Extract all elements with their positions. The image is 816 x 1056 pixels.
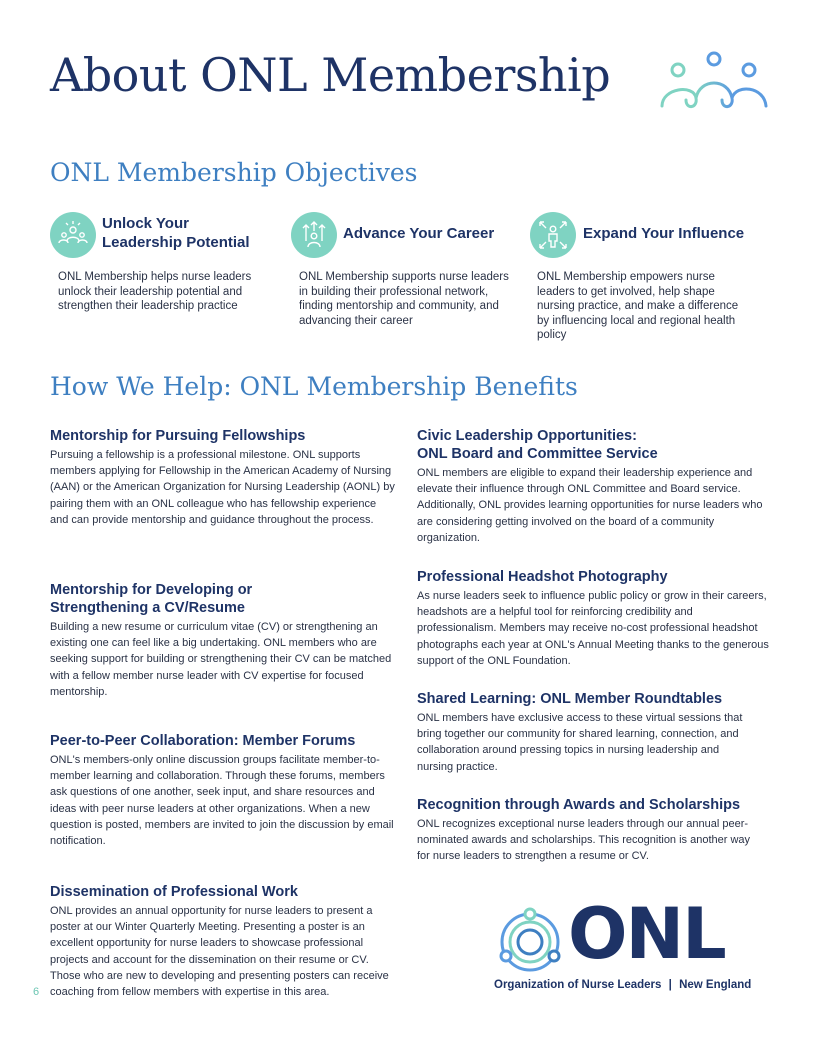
- objective-text: ONL Membership empowers nurse leaders to get involved, help shape nursing practice, and make a difference by influencing local and regional health policy: [537, 271, 739, 341]
- benefit-title: Recognition through Awards and Scholarships: [417, 797, 741, 813]
- benefit-block: [50, 581, 395, 700]
- people-group-icon: [656, 50, 772, 112]
- objectives-heading: ONL Membership Objectives: [50, 158, 418, 187]
- benefit-text: As nurse leaders seek to influence public policy or grow in their careers, headshots are a helpful tool for reinforcing credibility and professionalism. Members may receive no-cost professional headshot photographs each year at ONL's Annual Meeting thanks to the generous support of the ONL Foundation.: [417, 590, 769, 667]
- objective-icon-circle: [291, 212, 337, 258]
- page-number: 6: [33, 986, 40, 998]
- benefit-text: ONL members have exclusive access to these virtual sessions that bring together our community for shared learning, connection, and collaboration around pressing topics in nursing leadership and nursing practice.: [417, 712, 743, 773]
- benefit-text: ONL recognizes exceptional nurse leaders through our annual peer-nominated awards and scholarships. This recognition is another way for nurse leaders to strengthen a resume or CV.: [417, 818, 751, 863]
- benefit-block: [417, 796, 769, 865]
- benefit-text: ONL's members-only online discussion groups facilitate member-to-member learning and collaboration. Through these forums, members ask questions of one another, seek input, and share resources and ideas with peer nurse leaders at other organizations. When a new question is posted, members are invited to join the discussion by email notification.: [50, 754, 394, 848]
- benefit-title: Mentorship for Pursuing Fellowships: [50, 428, 306, 444]
- org-region: New England: [679, 979, 752, 991]
- page-title: About ONL Membership: [50, 48, 611, 102]
- benefit-text: ONL members are eligible to expand their leadership experience and elevate their influence through ONL Committee and Board service. Additionally, ONL provides learning opportunities for nurse leaders who are considering getting involved on the board of a community organization.: [417, 467, 763, 544]
- onl-emblem-icon: [494, 904, 566, 976]
- person-expand-icon: [537, 219, 569, 251]
- benefit-title: Civic Leadership Opportunities: ONL Board and Committee Service: [417, 428, 658, 462]
- benefit-title: Dissemination of Professional Work: [50, 884, 298, 900]
- person-growth-icon: [298, 219, 330, 251]
- benefit-text: ONL provides an annual opportunity for nurse leaders to present a poster at our Winter Quarterly Meeting. Presenting a poster is an excellent opportunity for nurse leaders to showcase professional projects and account for the dissemination on their resume or CV. Those who are new to developing and presenting posters can receive coaching from fellow members with expertise in this area.: [50, 905, 389, 999]
- benefit-title: Shared Learning: ONL Member Roundtables: [417, 691, 723, 707]
- benefit-title: Mentorship for Developing or Strengthening a CV/Resume: [50, 582, 253, 616]
- benefit-block: [417, 690, 769, 775]
- objective-icon-circle: [530, 212, 576, 258]
- logo-separator: |: [668, 979, 672, 991]
- benefit-text: Pursuing a fellowship is a professional milestone. ONL supports members applying for Fellowship in the American Academy of Nursing (AAN) or the American Organization for Nursing Leadership (AONL) by pairing them with an ONL colleague who has fellowship experience and can provide mentorship and guidance throughout the process.: [50, 449, 395, 526]
- benefit-text: Building a new resume or curriculum vitae (CV) or strengthening an existing one can feel like a big undertaking. ONL members who are seeking support for building or strengthening their CV can be matched with a fellow member nurse leader with CV expertise for focused mentorship.: [50, 621, 392, 698]
- benefit-block: [417, 568, 769, 669]
- objective-text: ONL Membership helps nurse leaders unlock their leadership potential and strengthen their leadership practice: [58, 271, 252, 312]
- people-network-icon: [57, 219, 89, 251]
- benefit-block: [50, 427, 395, 528]
- onl-wordmark: ONL: [568, 893, 725, 975]
- benefit-block: [417, 427, 769, 546]
- onl-logo: [494, 893, 754, 1000]
- objective-text: ONL Membership supports nurse leaders in building their professional network, finding mentorship and community, and advancing their career: [299, 271, 509, 327]
- objective-icon-circle: [50, 212, 96, 258]
- objective-title: Advance Your Career: [343, 225, 495, 242]
- benefit-block: [50, 883, 402, 1000]
- benefits-heading: How We Help: ONL Membership Benefits: [50, 372, 578, 401]
- objective-title: Unlock Your Leadership Potential: [102, 215, 250, 251]
- benefit-block: [50, 732, 395, 849]
- org-name: Organization of Nurse Leaders: [494, 979, 662, 991]
- onl-org-line: [494, 979, 751, 991]
- benefit-title: Peer-to-Peer Collaboration: Member Forums: [50, 733, 356, 749]
- objective-title: Expand Your Influence: [583, 225, 745, 242]
- benefit-title: Professional Headshot Photography: [417, 569, 668, 585]
